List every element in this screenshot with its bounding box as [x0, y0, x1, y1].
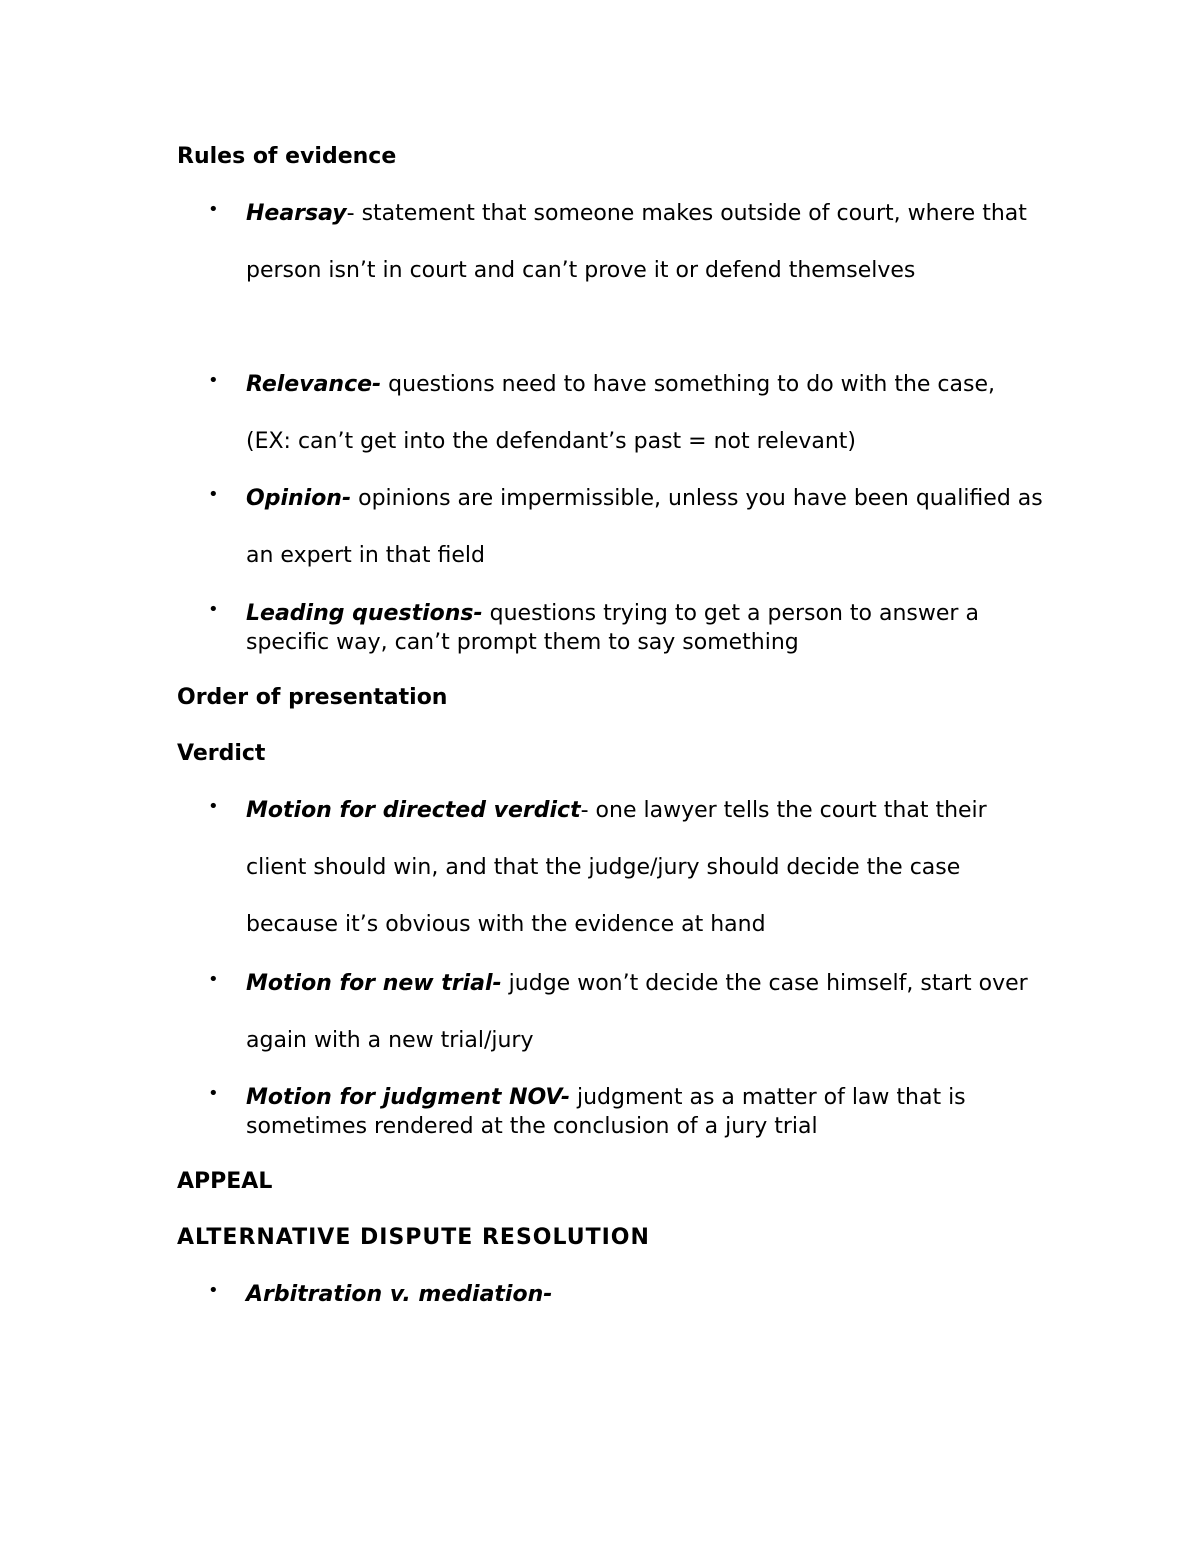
list-item-arbitration-mediation: [208, 1280, 1048, 1310]
heading-order-of-presentation: Order of presentation: [177, 685, 448, 710]
list-item-opinion: [208, 470, 1048, 584]
bullet-icon: •: [208, 484, 219, 505]
list-item-new-trial: [208, 955, 1048, 1069]
term-judgment-nov: Motion for judgment NOV-: [246, 1085, 570, 1110]
heading-appeal: APPEAL: [177, 1169, 273, 1194]
bullet-icon: •: [208, 199, 219, 220]
list-item-text: [246, 356, 1046, 470]
definition-judgment-nov: judgment as a matter of law that is sometimes rendered at the conclusion of a jury trial: [246, 1085, 966, 1139]
heading-rules-of-evidence: Rules of evidence: [177, 144, 397, 169]
definition-hearsay: statement that someone makes outside of court, where that person isn’t in court and can’t prove it or defend themselves: [246, 201, 1027, 283]
list-item-text: [246, 782, 1046, 953]
list-item-text: [246, 470, 1046, 584]
list-item-directed-verdict: [208, 782, 1048, 953]
list-item-relevance: [208, 356, 1048, 470]
bullet-icon: •: [208, 370, 219, 391]
definition-leading-questions: questions trying to get a person to answer a specific way, can’t prompt them to say something: [246, 601, 979, 655]
list-item-judgment-nov: [208, 1083, 1048, 1143]
term-leading-questions: Leading questions-: [246, 601, 483, 626]
term-dash: -: [346, 201, 355, 226]
definition-new-trial: judge won’t decide the case himself, start over again with a new trial/jury: [246, 971, 1028, 1053]
list-item-text: [246, 955, 1046, 1069]
list-item-text: [246, 1083, 1046, 1141]
heading-verdict: Verdict: [177, 741, 266, 766]
term-hearsay: Hearsay: [246, 201, 347, 226]
term-dash: -: [580, 798, 589, 823]
bullet-icon: •: [208, 1083, 219, 1104]
heading-alternative-dispute-resolution: ALTERNATIVE DISPUTE RESOLUTION: [177, 1225, 650, 1250]
list-item-text: [246, 599, 1046, 657]
list-item-text: [246, 1280, 1046, 1309]
definition-relevance: questions need to have something to do with the case, (EX: can’t get into the defendant’s past = not relevant): [246, 372, 995, 454]
term-relevance: Relevance-: [246, 372, 382, 397]
term-opinion: Opinion-: [246, 486, 352, 511]
list-item-leading-questions: [208, 599, 1048, 659]
definition-directed-verdict: one lawyer tells the court that their client should win, and that the judge/jury should decide the case because it’s obvious with the evidence at hand: [246, 798, 987, 937]
term-new-trial: Motion for new trial-: [246, 971, 502, 996]
term-arbitration-mediation: Arbitration v. mediation-: [246, 1282, 553, 1307]
bullet-icon: •: [208, 1280, 219, 1301]
term-directed-verdict: Motion for directed verdict: [246, 798, 581, 823]
list-item-text: [246, 185, 1046, 299]
bullet-icon: •: [208, 796, 219, 817]
bullet-icon: •: [208, 969, 219, 990]
bullet-icon: •: [208, 599, 219, 620]
list-item-hearsay: [208, 185, 1048, 356]
definition-opinion: opinions are impermissible, unless you have been qualified as an expert in that field: [246, 486, 1043, 568]
